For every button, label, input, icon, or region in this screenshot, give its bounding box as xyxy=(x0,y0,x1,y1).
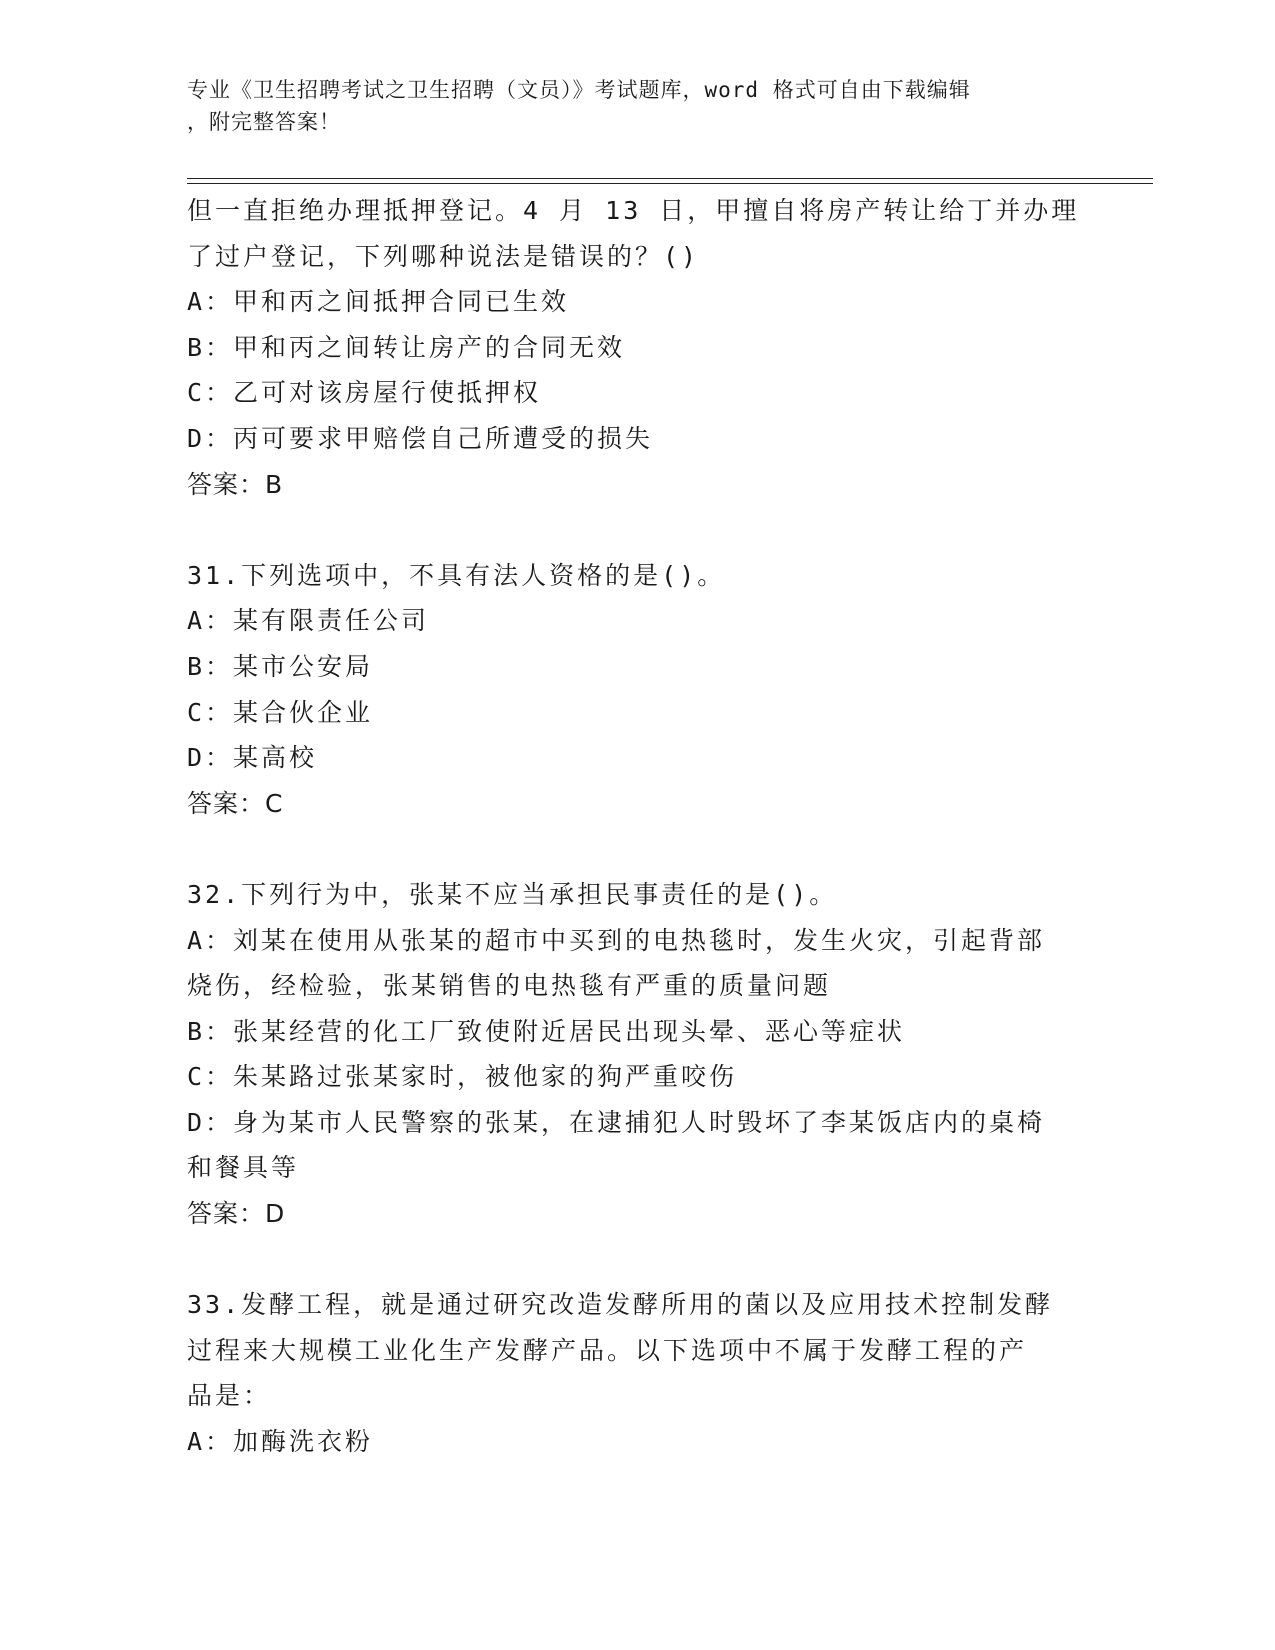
option-b: B：张某经营的化工厂致使附近居民出现头晕、恶心等症状 xyxy=(187,1016,906,1046)
option-a: A：刘某在使用从张某的超市中买到的电热毯时，发生火灾，引起背部 xyxy=(187,925,1046,955)
option-b: B：甲和丙之间转让房产的合同无效 xyxy=(187,332,626,362)
spacer xyxy=(187,507,1087,553)
option-a-continued: 烧伤，经检验，张某销售的电热毯有严重的质量问题 xyxy=(187,971,832,1001)
question-text: 32.下列行为中，张某不应当承担民事责任的是()。 xyxy=(187,879,838,909)
question-content xyxy=(187,188,1087,1465)
question-text: 品是： xyxy=(187,1381,272,1411)
header-divider-top xyxy=(187,178,1153,179)
header-divider-bottom xyxy=(187,183,1153,184)
option-a: A：甲和丙之间抵押合同已生效 xyxy=(187,287,570,317)
question-30 xyxy=(187,188,1087,507)
option-d: D：身为某市人民警察的张某，在逮捕犯人时毁坏了李某饭店内的桌椅 xyxy=(187,1107,1046,1137)
answer: 答案：C xyxy=(187,788,284,818)
question-31 xyxy=(187,553,1087,827)
option-d-continued: 和餐具等 xyxy=(187,1153,300,1183)
question-text: 过程来大规模工业化生产发酵产品。以下选项中不属于发酵工程的产 xyxy=(187,1335,1028,1365)
option-d: D：某高校 xyxy=(187,743,318,773)
answer: 答案：D xyxy=(187,1199,286,1229)
spacer xyxy=(187,826,1087,872)
option-d: D：丙可要求甲赔偿自己所遭受的损失 xyxy=(187,423,654,453)
question-text: 了过户登记，下列哪种说法是错误的？() xyxy=(187,241,700,271)
document-header xyxy=(187,74,1067,138)
option-c: C：某合伙企业 xyxy=(187,697,374,727)
header-line-2: ，附完整答案！ xyxy=(187,110,341,134)
option-a: A：加酶洗衣粉 xyxy=(187,1427,374,1457)
question-32 xyxy=(187,872,1087,1237)
option-a: A：某有限责任公司 xyxy=(187,606,430,636)
question-text: 33.发酵工程，就是通过研究改造发酵所用的菌以及应用技术控制发酵 xyxy=(187,1290,1054,1320)
answer: 答案：B xyxy=(187,469,284,499)
question-text: 但一直拒绝办理抵押登记。4 月 13 日，甲擅自将房产转让给丁并办理 xyxy=(187,196,1080,225)
option-c: C：乙可对该房屋行使抵押权 xyxy=(187,378,542,408)
question-33 xyxy=(187,1282,1087,1464)
spacer xyxy=(187,1237,1087,1283)
header-line-1: 专业《卫生招聘考试之卫生招聘（文员）》考试题库，word 格式可自由下载编辑 xyxy=(187,78,971,102)
question-text: 31.下列选项中，不具有法人资格的是()。 xyxy=(187,560,726,590)
option-b: B：某市公安局 xyxy=(187,651,374,681)
option-c: C：朱某路过张某家时，被他家的狗严重咬伤 xyxy=(187,1062,738,1092)
